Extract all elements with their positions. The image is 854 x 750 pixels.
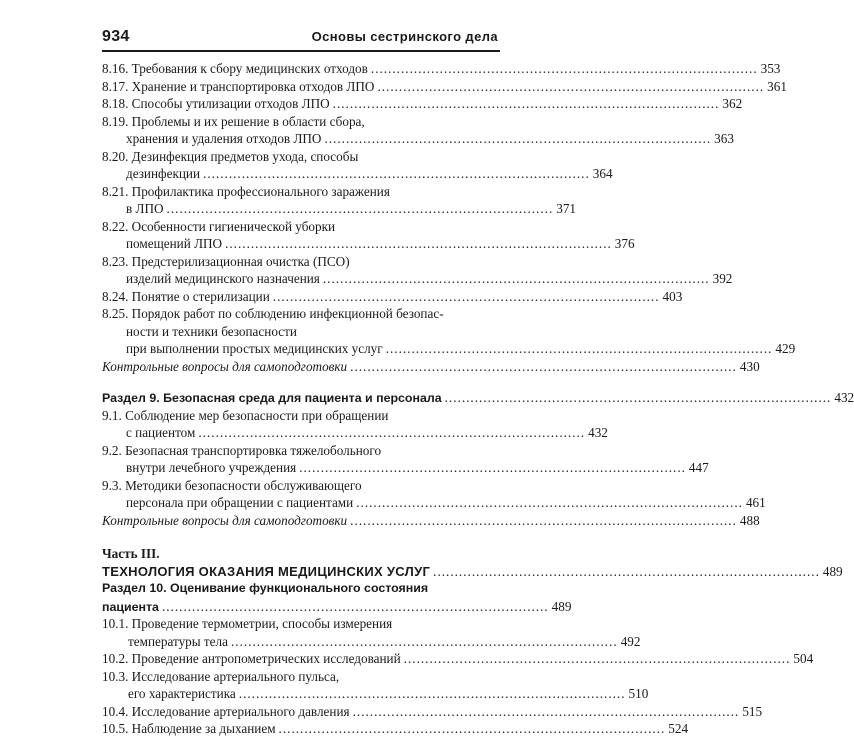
dot-leader: ..........................................................................................: [403, 651, 791, 666]
toc-page-number: 403: [662, 288, 683, 304]
toc-entry-text: 8.23. Предстерилизационная очистка (ПСО): [102, 253, 350, 269]
toc-entry: [102, 720, 689, 738]
toc-entry-text: хранения и удаления отходов ЛПО: [126, 131, 322, 146]
dot-leader: ..........................................................................................: [332, 96, 720, 111]
section-title: пациента: [102, 599, 159, 614]
part-label: Часть III.: [102, 546, 160, 561]
toc-entry-text: 10.3. Исследование артериального пульса,: [102, 668, 340, 684]
toc-entry: [102, 615, 641, 650]
dot-leader: ..........................................................................................: [166, 201, 554, 216]
toc-entry: [102, 113, 734, 148]
toc-page-number: 492: [620, 633, 641, 649]
toc-entry-text: 8.22. Особенности гигиенической уборки: [102, 218, 336, 234]
dot-leader: ..........................................................................................: [352, 703, 740, 719]
toc-page-number: 392: [712, 271, 733, 286]
toc-section-heading: [102, 389, 854, 407]
part-title: ТЕХНОЛОГИЯ ОКАЗАНИЯ МЕДИЦИНСКИХ УСЛУГ: [102, 563, 431, 579]
dot-leader: ..........................................................................................: [161, 598, 549, 614]
dot-leader: ..........................................................................................: [377, 78, 765, 94]
toc-entry-text: при выполнении простых медицинских услуг: [126, 341, 383, 356]
toc-entry: [102, 288, 683, 306]
table-of-contents: [102, 60, 854, 738]
toc-entry-text: изделий медицинского назначения: [126, 271, 320, 286]
toc-page-number: 515: [742, 703, 763, 719]
toc-entry-text: 9.1. Соблюдение мер безопасности при обращении: [102, 407, 389, 423]
toc-entry-text: 8.25. Порядок работ по соблюдению инфекционной безопас-: [102, 306, 444, 321]
toc-page-number: 362: [722, 96, 743, 111]
toc-entry: [102, 650, 814, 668]
toc-entry: [102, 358, 760, 376]
toc-entry-text: его характеристика: [128, 686, 236, 701]
toc-page-number: 376: [614, 236, 635, 251]
toc-page-number: 371: [556, 201, 577, 216]
dot-leader: ..........................................................................................: [230, 633, 618, 649]
running-header: [102, 28, 498, 50]
toc-entry: [102, 218, 635, 253]
toc-entry-text: помещений ЛПО: [126, 236, 223, 251]
toc-entry-text: 10.1. Проведение термометрии, способы измерения: [102, 616, 393, 631]
toc-entry-text: температуры тела: [128, 633, 228, 649]
dot-leader: ..........................................................................................: [350, 512, 737, 528]
toc-page-number: 363: [714, 131, 734, 146]
toc-entry-text: 10.2. Проведение антропометрических исследований: [102, 651, 401, 666]
dot-leader: ..........................................................................................: [238, 686, 626, 701]
section-title: Раздел 9. Безопасная среда для пациента и персонала: [102, 391, 442, 405]
dot-leader: ..........................................................................................: [198, 425, 586, 440]
toc-page-number: 361: [767, 78, 787, 94]
toc-page-number: 432: [834, 390, 854, 405]
toc-entry-text: 9.3. Методики безопасности обслуживающего: [102, 477, 362, 493]
dot-leader: ..........................................................................................: [356, 495, 743, 510]
dot-leader: ..........................................................................................: [299, 460, 686, 475]
toc-entry-text: 10.5. Наблюдение за дыханием: [102, 721, 276, 736]
toc-entry-text: дезинфекции: [126, 166, 201, 181]
toc-entry: [102, 253, 733, 288]
header-rule: [102, 50, 500, 52]
toc-entry-text: 8.19. Проблемы и их решение в области сбора,: [102, 113, 365, 129]
dot-leader: ..........................................................................................: [350, 358, 737, 374]
toc-entry-text: 10.4. Исследование артериального давления: [102, 703, 350, 719]
running-title: Основы сестринского дела: [311, 29, 498, 44]
toc-entry: [102, 305, 796, 358]
dot-leader: ..........................................................................................: [433, 563, 820, 579]
toc-entry: [102, 442, 709, 477]
toc-entry-text: Контрольные вопросы для самоподготовки: [102, 512, 348, 528]
toc-page-number: 430: [739, 358, 760, 374]
toc-page-number: 461: [745, 495, 766, 510]
dot-leader: ..........................................................................................: [444, 390, 832, 405]
toc-entry-text: 8.16. Требования к сбору медицинских отходов: [102, 61, 368, 76]
dot-leader: ..........................................................................................: [225, 236, 612, 251]
toc-page-number: 429: [775, 341, 796, 356]
toc-entry-text: ности и техники безопасности: [126, 323, 297, 339]
toc-page-number: 447: [688, 460, 709, 475]
toc-page-number: 353: [760, 61, 781, 76]
toc-entry-text: 8.18. Способы утилизации отходов ЛПО: [102, 96, 330, 111]
toc-entry-text: 8.17. Хранение и транспортировка отходов ЛПО: [102, 78, 375, 94]
toc-entry-text: в ЛПО: [126, 201, 164, 216]
toc-entry: [102, 703, 763, 721]
toc-page-number: 432: [588, 425, 608, 440]
dot-leader: ..........................................................................................: [324, 131, 712, 146]
toc-entry-text: 9.2. Безопасная транспортировка тяжелобольного: [102, 442, 382, 458]
toc-entry-text: 8.24. Понятие о стерилизации: [102, 288, 270, 304]
toc-page-number: 489: [551, 598, 572, 614]
toc-entry: [102, 668, 649, 703]
section-title: Раздел 10. Оценивание функционального состояния: [102, 581, 429, 595]
toc-page-number: 504: [793, 651, 814, 666]
toc-entry-text: 8.20. Дезинфекция предметов ухода, способы: [102, 148, 359, 164]
toc-entry: [102, 78, 787, 96]
toc-entry: [102, 512, 760, 530]
toc-section-heading: [102, 580, 572, 615]
toc-entry: [102, 60, 781, 78]
toc-page-number: 510: [628, 686, 649, 701]
toc-entry-text: с пациентом: [126, 425, 196, 440]
toc-entry-text: внутри лечебного учреждения: [126, 460, 297, 475]
page-number: 934: [102, 28, 130, 45]
toc-page-number: 364: [592, 166, 613, 181]
toc-entry-text: персонала при обращении с пациентами: [126, 495, 354, 510]
dot-leader: ..........................................................................................: [370, 61, 758, 76]
toc-entry: [102, 95, 743, 113]
dot-leader: ..........................................................................................: [385, 341, 773, 356]
dot-leader: ..........................................................................................: [203, 166, 590, 181]
toc-entry: [102, 183, 577, 218]
toc-page-number: 489: [822, 563, 843, 579]
dot-leader: ..........................................................................................: [322, 271, 710, 286]
toc-entry: [102, 407, 608, 442]
toc-page-number: 524: [668, 721, 689, 736]
dot-leader: ..........................................................................................: [272, 288, 660, 304]
dot-leader: ..........................................................................................: [278, 721, 666, 736]
toc-part-heading: [102, 545, 843, 580]
toc-entry: [102, 477, 766, 512]
toc-entry-text: Контрольные вопросы для самоподготовки: [102, 358, 348, 374]
toc-entry-text: 8.21. Профилактика профессионального заражения: [102, 183, 390, 199]
toc-entry: [102, 148, 613, 183]
toc-page-number: 488: [739, 512, 760, 528]
